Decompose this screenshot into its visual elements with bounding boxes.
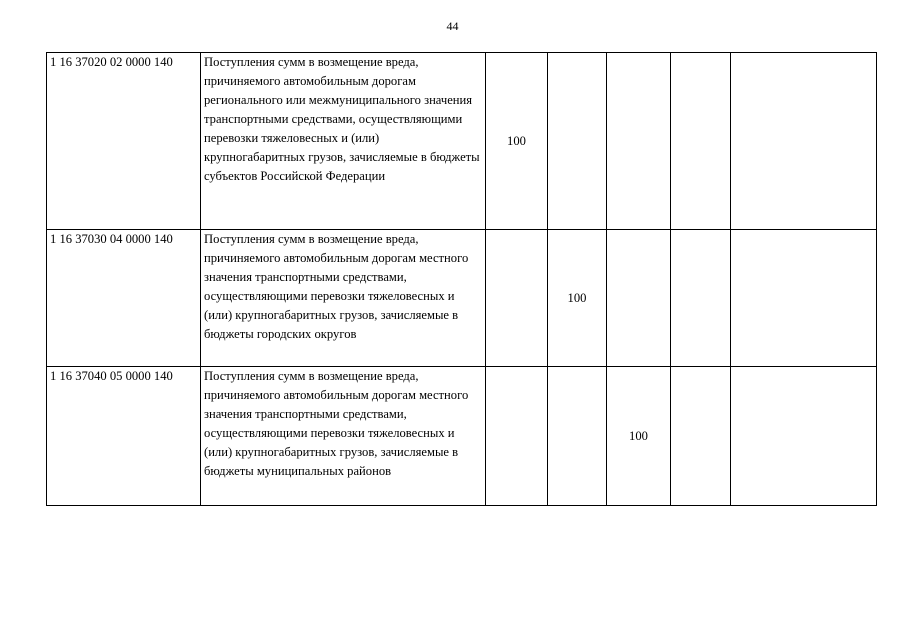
norm-cell <box>548 230 607 367</box>
revenue-description-cell: Поступления сумм в возмещение вреда, причиняемого автомобильным дорогам регионального или межмуниципального значения транспортными средствами, осуществляющими перевозки тяжеловесных и (или) крупногабаритных грузов, зачисляемые в бюджеты субъектов Российской Федерации <box>201 53 486 230</box>
norm-cell <box>548 53 607 230</box>
budget-code-cell: 1 16 37040 05 0000 140 <box>47 367 201 506</box>
page-number: 44 <box>446 19 459 33</box>
norm-value: 100 <box>507 133 526 148</box>
norm-value: 100 <box>567 290 587 305</box>
budget-code-cell: 1 16 37020 02 0000 140 <box>47 53 201 230</box>
norm-cell <box>731 367 877 506</box>
revenue-description-cell: Поступления сумм в возмещение вреда, причиняемого автомобильным дорогам местного значения транспортными средствами, осуществляющими перевозки тяжеловесных и (или) крупногабаритных грузов, зачисляемые в бюджеты городских округов <box>201 230 486 367</box>
norm-cell <box>731 230 877 367</box>
revenue-table <box>46 52 877 506</box>
norm-value: 100 <box>629 428 648 443</box>
norm-cell <box>486 53 548 230</box>
table-row <box>47 367 877 506</box>
norm-cell <box>671 230 731 367</box>
norm-cell <box>486 230 548 367</box>
norm-cell <box>607 53 671 230</box>
norm-cell <box>548 367 607 506</box>
norm-cell <box>731 53 877 230</box>
norm-cell <box>607 367 671 506</box>
table-row <box>47 230 877 367</box>
table-row <box>47 53 877 230</box>
norm-cell <box>486 367 548 506</box>
budget-code-cell: 1 16 37030 04 0000 140 <box>47 230 201 367</box>
norm-cell <box>671 53 731 230</box>
revenue-description-cell: Поступления сумм в возмещение вреда, причиняемого автомобильным дорогам местного значения транспортными средствами, осуществляющими перевозки тяжеловесных и (или) крупногабаритных грузов, зачисляемые в бюджеты муниципальных районов <box>201 367 486 506</box>
norm-cell <box>671 367 731 506</box>
norm-cell <box>607 230 671 367</box>
